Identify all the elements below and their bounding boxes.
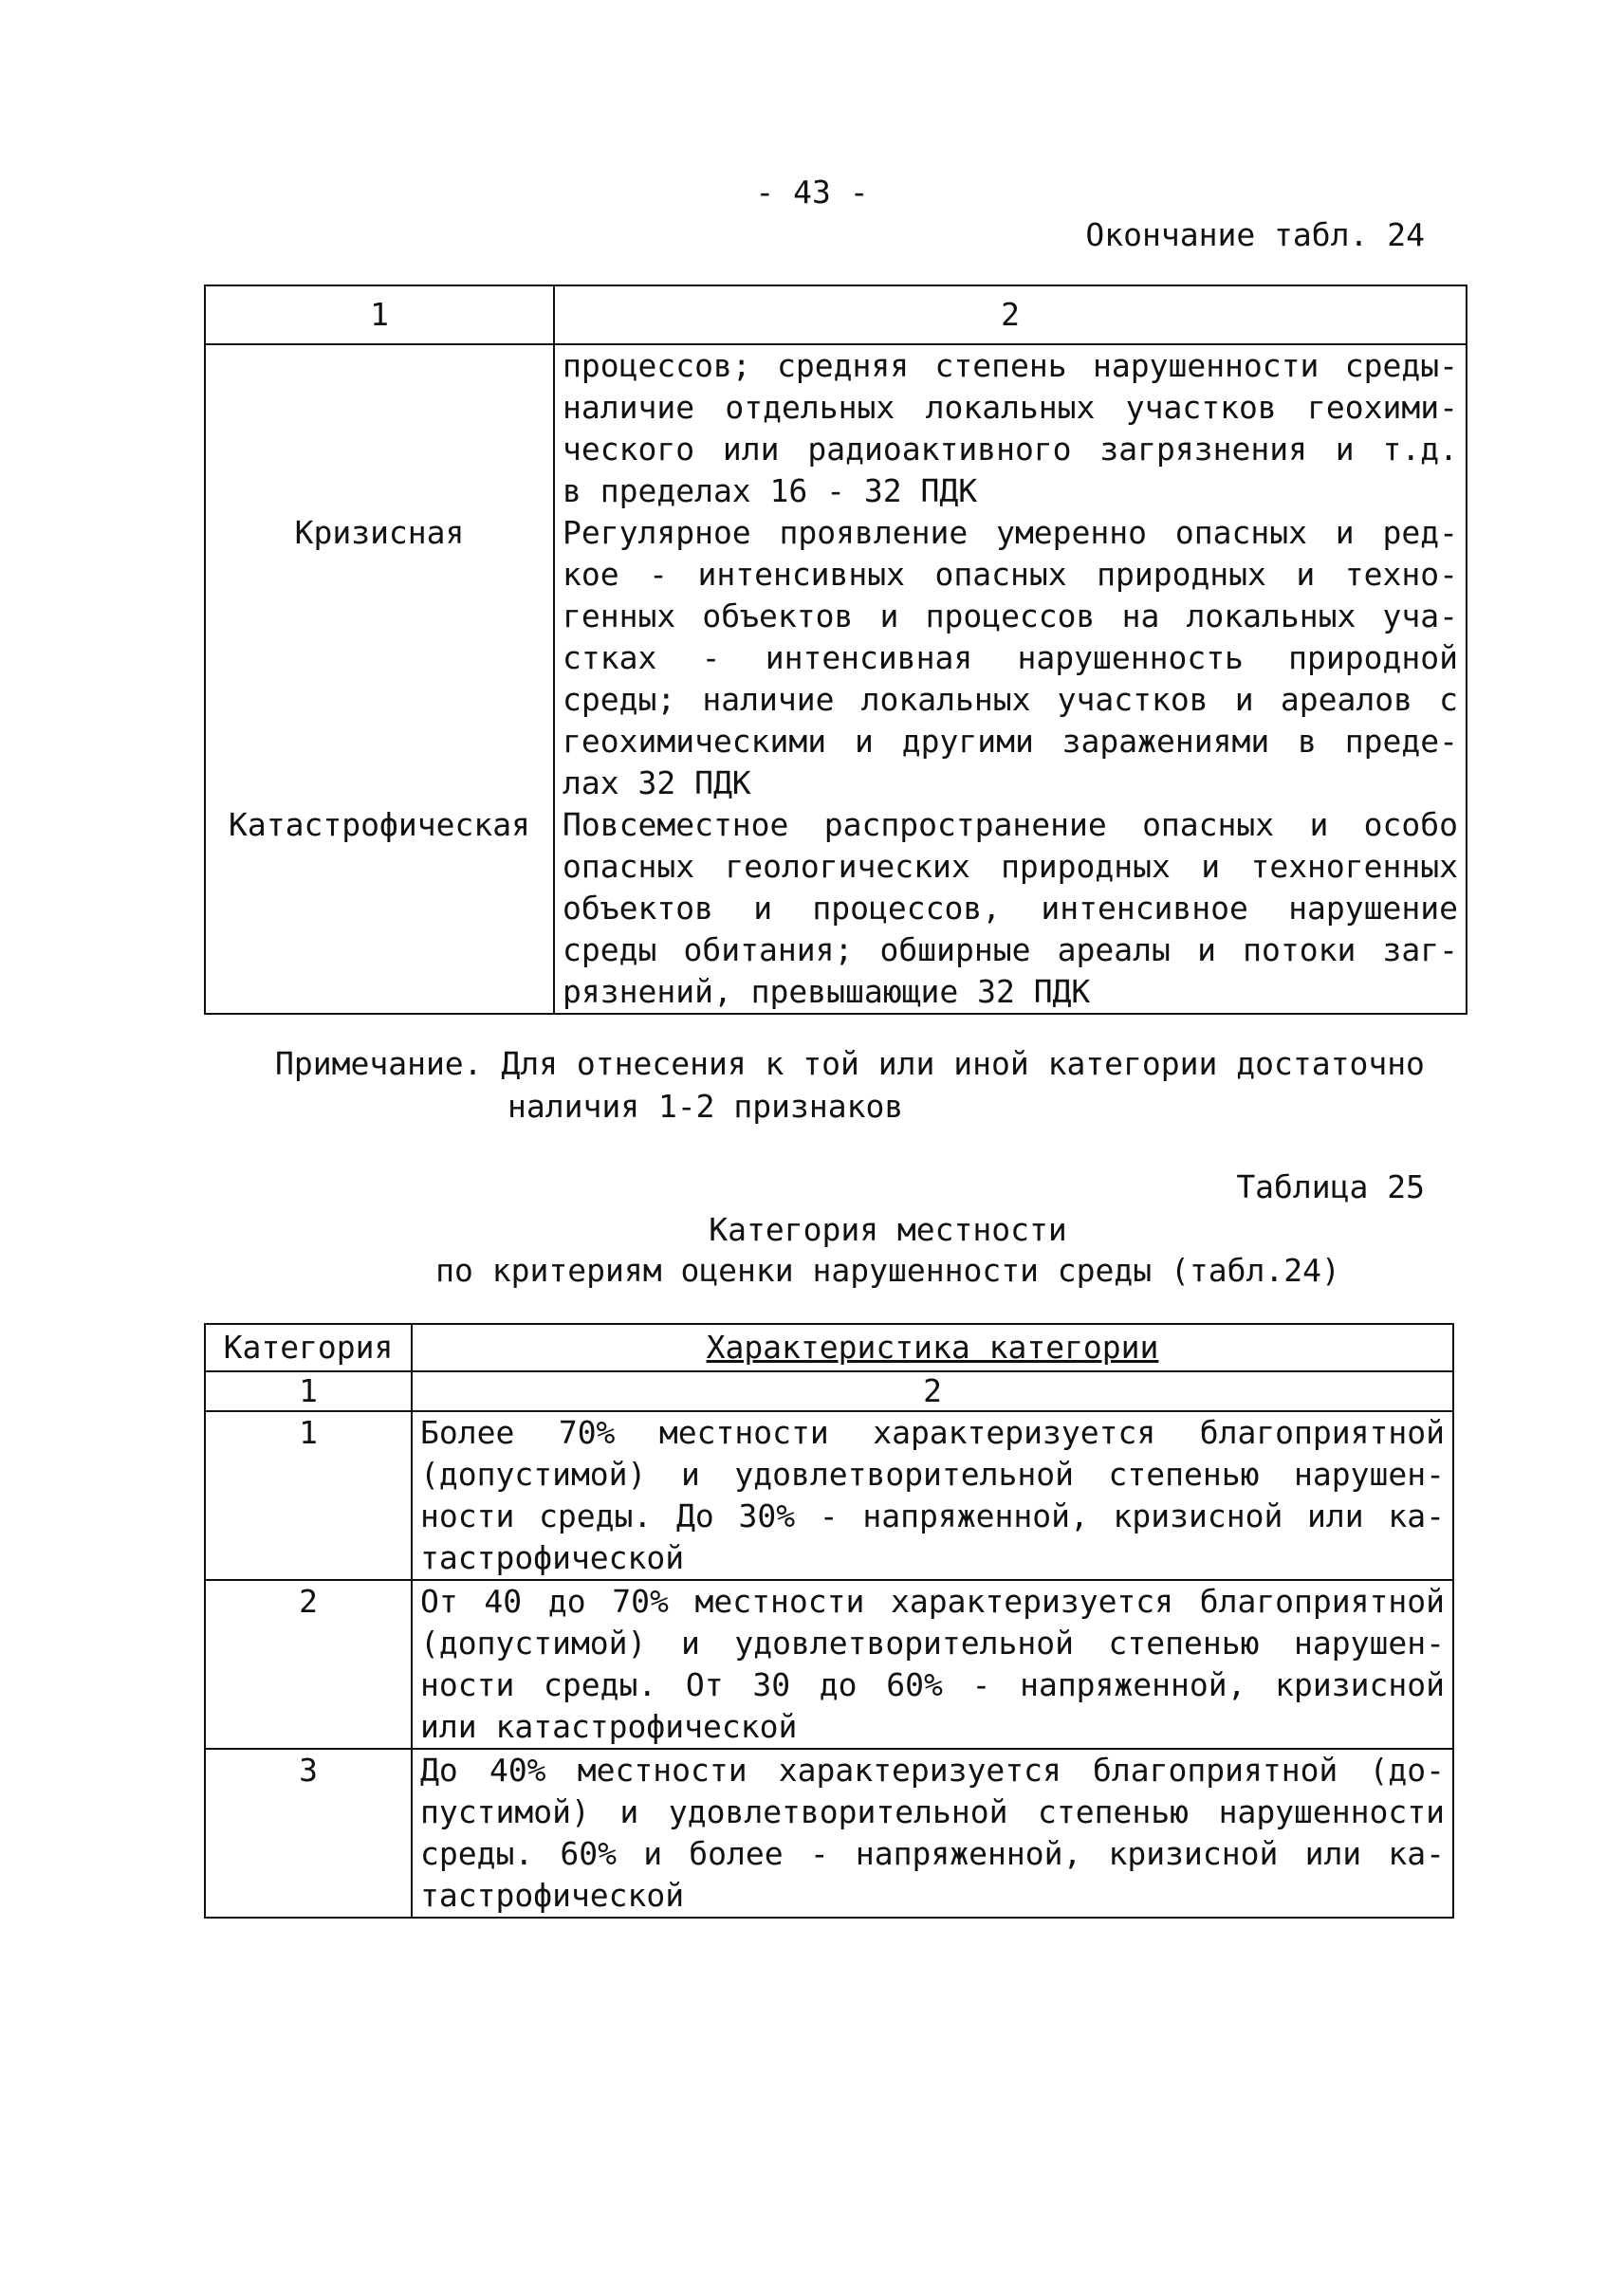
table-25-category-cell xyxy=(205,1411,412,1580)
category-label: Кризисная xyxy=(294,514,465,551)
text-line: До 40% местности характеризуется благоприятной (до- xyxy=(420,1752,1445,1789)
table-24-description-cell xyxy=(554,344,1467,512)
note-line-2: наличия 1-2 признаков xyxy=(508,1088,904,1125)
table-25-title-line-1: Категория местности xyxy=(709,1211,1067,1248)
text-line: рязнений, превышающие 32 ПДК xyxy=(563,973,1091,1010)
text-line: ческого или радиоактивного загрязнения и т.д. xyxy=(563,431,1458,468)
text-line: процессов; средняя степень нарушенности среды- xyxy=(563,347,1458,384)
category-number: 2 xyxy=(299,1583,318,1620)
table-25-category-cell xyxy=(205,1749,412,1918)
text-line: лах 32 ПДК xyxy=(563,764,751,801)
text-line: (допустимой) и удовлетворительной степенью нарушен- xyxy=(420,1456,1445,1493)
text-line: среды; наличие локальных участков и ареалов с xyxy=(563,681,1458,718)
table-24-description-cell xyxy=(554,804,1467,1014)
table-25-header-row xyxy=(205,1324,1453,1371)
table-25-category-cell xyxy=(205,1580,412,1749)
page-number: - 43 - xyxy=(755,174,869,211)
category-number: 1 xyxy=(299,1414,318,1451)
table-row xyxy=(205,804,1467,1014)
table-25-column-numbers-row xyxy=(205,1371,1453,1411)
table-24-description-cell xyxy=(554,512,1467,804)
table-row xyxy=(205,1580,1453,1749)
text-line: ности среды. До 30% - напряженной, кризисной или ка- xyxy=(420,1497,1445,1534)
text-line: От 40 до 70% местности характеризуется благоприятной xyxy=(420,1583,1445,1620)
table-25 xyxy=(204,1323,1454,1919)
table-24-category-cell xyxy=(205,344,554,512)
note-line-1: Примечание. Для отнесения к той или иной категории достаточно xyxy=(275,1045,1425,1082)
table-25-title-line-2: по критериям оценки нарушенности среды (табл.24) xyxy=(435,1252,1340,1289)
table-25-description-cell xyxy=(412,1411,1453,1580)
table-25-header-col1: Категория xyxy=(205,1324,412,1371)
table-continuation-label: Окончание табл. 24 xyxy=(1085,216,1425,253)
table-24-category-cell xyxy=(205,804,554,1014)
column-number: 2 xyxy=(412,1371,1453,1411)
text-line: (допустимой) и удовлетворительной степенью нарушен- xyxy=(420,1625,1445,1662)
text-line: среды обитания; обширные ареалы и потоки заг- xyxy=(563,931,1458,968)
text-line: в пределах 16 - 32 ПДК xyxy=(563,472,978,509)
table-25-header-col2: Характеристика категории xyxy=(412,1324,1453,1371)
table-24-category-cell xyxy=(205,512,554,804)
category-label: Катастрофическая xyxy=(229,806,530,843)
text-line: кое - интенсивных опасных природных и техно- xyxy=(563,556,1458,593)
text-line: геохимическими и другими заражениями в преде- xyxy=(563,723,1458,760)
text-line: Повсеместное распространение опасных и особо xyxy=(563,806,1458,843)
text-line: тастрофической xyxy=(420,1877,685,1914)
category-label xyxy=(213,345,545,387)
text-line: опасных геологических природных и техногенных xyxy=(563,848,1458,885)
table-24-header-row xyxy=(205,285,1467,344)
text-line: пустимой) и удовлетворительной степенью нарушенности xyxy=(420,1793,1445,1830)
text-line: тастрофической xyxy=(420,1539,685,1576)
table-24-header-col1: 1 xyxy=(205,285,554,344)
table-24-header-col2: 2 xyxy=(554,285,1467,344)
text-line: ности среды. От 30 до 60% - напряженной, кризисной xyxy=(420,1666,1445,1703)
table-24 xyxy=(204,285,1467,1015)
category-number: 3 xyxy=(299,1752,318,1789)
text-line: Более 70% местности характеризуется благоприятной xyxy=(420,1414,1445,1451)
text-line: объектов и процессов, интенсивное нарушение xyxy=(563,890,1458,927)
text-line: наличие отдельных локальных участков геохими- xyxy=(563,389,1458,426)
table-row xyxy=(205,512,1467,804)
table-row xyxy=(205,1411,1453,1580)
text-line: стках - интенсивная нарушенность природной xyxy=(563,639,1458,676)
text-line: или катастрофической xyxy=(420,1708,798,1745)
table-25-label: Таблица 25 xyxy=(1236,1168,1425,1205)
table-25-description-cell xyxy=(412,1749,1453,1918)
table-row xyxy=(205,344,1467,512)
table-row xyxy=(205,1749,1453,1918)
text-line: Регулярное проявление умеренно опасных и ред- xyxy=(563,514,1458,551)
text-line: среды. 60% и более - напряженной, кризисной или ка- xyxy=(420,1835,1445,1872)
text-line: генных объектов и процессов на локальных уча- xyxy=(563,597,1458,634)
column-number: 1 xyxy=(205,1371,412,1411)
table-25-description-cell xyxy=(412,1580,1453,1749)
